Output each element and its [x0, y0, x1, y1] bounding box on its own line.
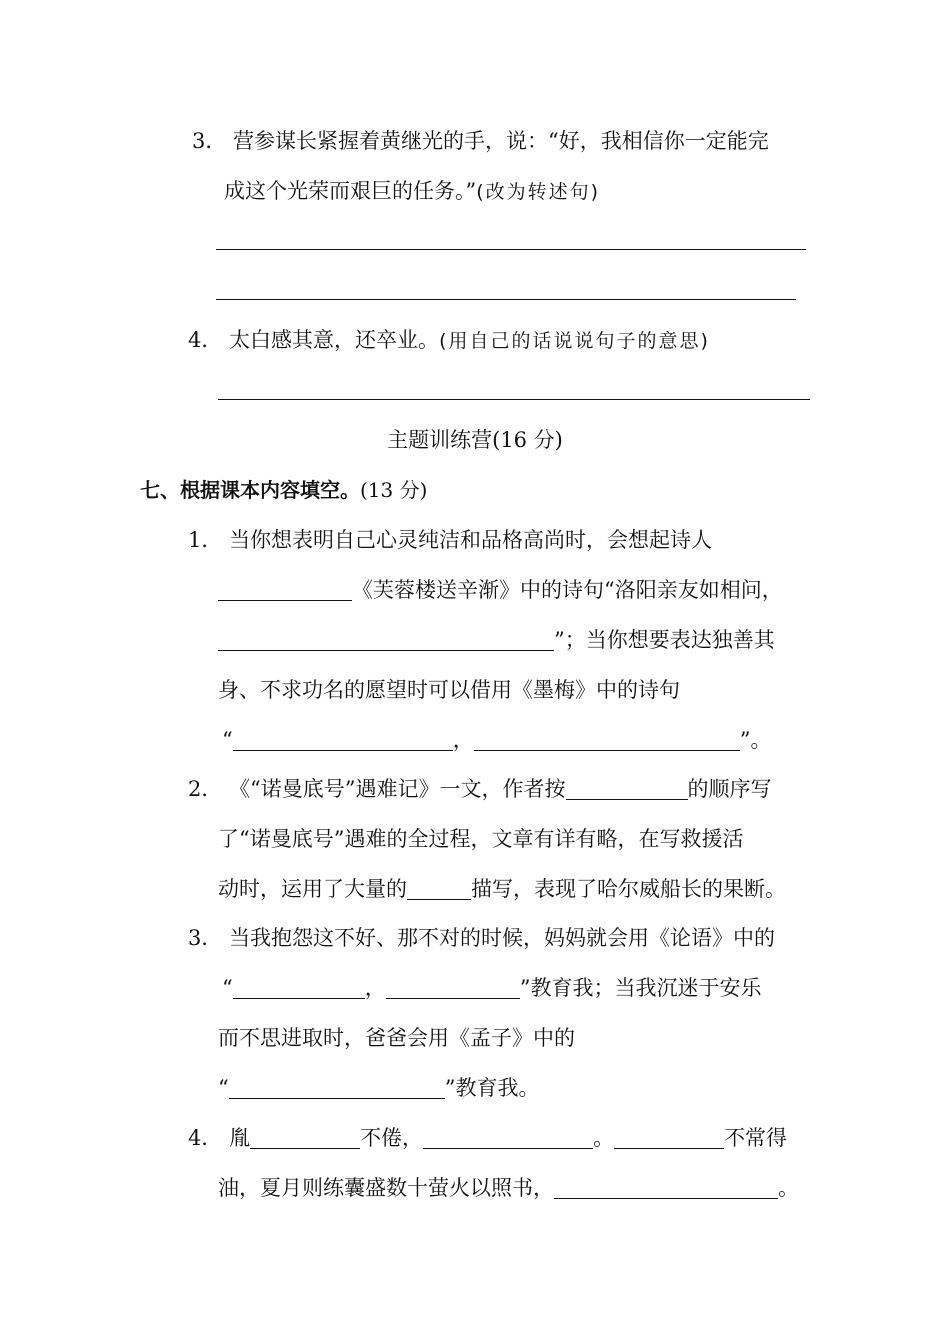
q3-line1: 3． 营参谋长紧握着黄继光的手，说：“好，我相信你一定能完: [192, 129, 769, 153]
q4-line: 4． 太白感其意，还卒业。(用自己的话说说句子的意思): [188, 328, 710, 352]
part7-heading: [140, 475, 427, 505]
q4-answer-line[interactable]: [218, 399, 810, 400]
item1-text-line1: 当你想表明自己心灵纯洁和品格高尚时，会想起诗人: [229, 528, 713, 552]
item1-line2: [218, 575, 783, 605]
q3-text-line1: 营参谋长紧握着黄继光的手，说：“好，我相信你一定能完: [233, 129, 769, 153]
item2-line3: 动时，运用了大量的 描写，表现了哈尔威船长的果断。: [218, 877, 786, 901]
item1-blank-verse[interactable]: [218, 630, 554, 651]
q3-answer-line-1[interactable]: [216, 249, 806, 250]
item3-line1: 3． 当我抱怨这不好、那不对的时候，妈妈就会用《论语》中的: [188, 926, 776, 950]
q3-line2: [224, 176, 600, 207]
item3-line2: “ ， ”教育我；当我沉迷于安乐: [222, 976, 762, 1000]
item1-blank-mo-mei-2[interactable]: [474, 730, 740, 751]
item2-number: 2: [188, 777, 202, 801]
item1-text-line3: ”；当你想要表达独善其: [554, 628, 775, 652]
q3-answer-line-2[interactable]: [216, 299, 796, 300]
item2-line1: 2． 《“诺曼底号”遇难记》一文，作者按 的顺序写: [188, 777, 772, 801]
part7-score: (13 分): [360, 478, 428, 502]
item2-blank-order[interactable]: [566, 779, 688, 800]
item3-blank-lunyu-1[interactable]: [233, 978, 365, 999]
q4-text: 太白感其意，还卒业。: [229, 328, 440, 352]
item1-text-line4: 身、不求功名的愿望时可以借用《墨梅》中的诗句: [218, 678, 680, 702]
item2-line2: 了“诺曼底号”遇难的全过程，文章有详有略，在写救援活: [218, 827, 744, 851]
item3-blank-lunyu-2[interactable]: [386, 978, 520, 999]
item1-line5: “ ， ”。: [222, 728, 772, 752]
item1-blank-mo-mei-1[interactable]: [233, 730, 453, 751]
item4-line2: 油，夏月则练囊盛数十萤火以照书， 。: [218, 1176, 799, 1200]
item3-blank-mengzi[interactable]: [229, 1078, 445, 1099]
item3-line3: 而不思进取时，爸爸会用《孟子》中的: [218, 1026, 575, 1050]
item3-number: 3: [188, 926, 202, 950]
item4-blank-1[interactable]: [250, 1128, 360, 1149]
item1-line4: [218, 675, 680, 705]
item4-number: 4: [188, 1126, 202, 1150]
item2-blank-description[interactable]: [407, 879, 471, 900]
item4-blank-2[interactable]: [423, 1128, 593, 1149]
item1-blank-poet[interactable]: [218, 580, 352, 601]
item3-line4: “ ”教育我。: [218, 1076, 540, 1100]
part7-heading-text: 七、根据课本内容填空。: [140, 478, 360, 502]
section-title: 主题训练营(16 分): [387, 428, 563, 452]
q4-hint: (用自己的话说说句子的意思): [439, 330, 710, 352]
item1-line1: 1． 当你想表明自己心灵纯洁和品格高尚时，会想起诗人: [188, 528, 713, 552]
q4-number: 4: [188, 328, 202, 352]
item1-text-line2: 《芙蓉楼送辛渐》中的诗句“洛阳亲友如相问，: [352, 578, 783, 602]
item4-blank-4[interactable]: [554, 1178, 778, 1199]
item4-line1: 4． 胤 不倦， 。 不常得: [188, 1126, 788, 1150]
q3-number: 3: [192, 129, 206, 153]
item1-number: 1: [188, 528, 202, 552]
q3-text-line2: 成这个光荣而艰巨的任务。”: [224, 179, 477, 203]
q3-hint: (改为转述句): [476, 181, 601, 203]
item1-line3: [218, 625, 775, 655]
item4-blank-3[interactable]: [614, 1128, 724, 1149]
